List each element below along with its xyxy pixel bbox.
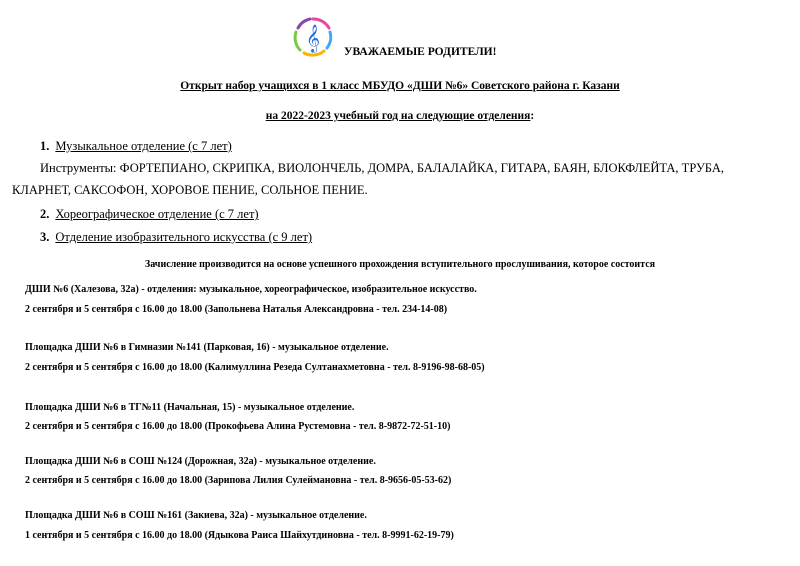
instruments-line-2: КЛАРНЕТ, САКСОФОН, ХОРОВОЕ ПЕНИЕ, СОЛЬНОЕ ПЕНИЕ.	[12, 183, 368, 197]
page-title: УВАЖАЕМЫЕ РОДИТЕЛИ!	[344, 46, 497, 58]
venue-title: Площадка ДШИ №6 в ТГ№11 (Начальная, 15) - музыкальное отделение.	[25, 402, 355, 413]
department-name: Музыкальное отделение (с 7 лет)	[55, 139, 232, 153]
svg-text:𝄞: 𝄞	[305, 24, 321, 52]
venue-schedule: 2 сентября и 5 сентября с 16.00 до 18.00 (Зарипова Лилия Сулеймановна - тел. 8-9656-05-53-62)	[25, 475, 452, 486]
department-number: 2.	[40, 207, 50, 221]
department-item	[40, 139, 232, 154]
department-name: Отделение изобразительного искусства (с 9 лет)	[55, 230, 313, 244]
venue-schedule: 2 сентября и 5 сентября с 16.00 до 18.00 (Запольнева Наталья Александровна - тел. 234-14-08)	[25, 304, 448, 315]
treble-clef-wreath-icon	[290, 14, 336, 60]
department-name: Хореографическое отделение (с 7 лет)	[55, 207, 259, 221]
instruments-list-1: ФОРТЕПИАНО, СКРИПКА, ВИОЛОНЧЕЛЬ, ДОМРА, БАЛАЛАЙКА, ГИТАРА, БАЯН, БЛОКФЛЕЙТА, ТРУБА,	[119, 161, 724, 175]
venue-title: Площадка ДШИ №6 в Гимназии №141 (Парковая, 16) - музыкальное отделение.	[25, 342, 389, 353]
instruments-line-1	[40, 158, 724, 179]
venue-title: Площадка ДШИ №6 в СОШ №161 (Закиева, 32а) - музыкальное отделение.	[25, 510, 367, 521]
academic-year-line	[0, 110, 800, 122]
academic-year-text: на 2022-2023 учебный год на следующие отделения	[265, 110, 531, 122]
enrollment-note: Зачисление производится на основе успешного прохождения вступительного прослушивания, которое состоится	[144, 259, 656, 270]
department-item	[40, 207, 259, 222]
venue-title: Площадка ДШИ №6 в СОШ №124 (Дорожная, 32а) - музыкальное отделение.	[25, 456, 376, 467]
department-item	[40, 230, 312, 245]
academic-year-colon: :	[530, 110, 535, 122]
venue-title: ДШИ №6 (Халезова, 32а) - отделения: музыкальное, хореографическое, изобразительное искусство.	[25, 284, 477, 295]
instruments-label: Инструменты:	[40, 161, 117, 175]
announcement-line: Открыт набор учащихся в 1 класс МБУДО «ДШИ №6» Советского района г. Казани	[180, 80, 620, 92]
venue-schedule: 2 сентября и 5 сентября с 16.00 до 18.00 (Калимуллина Резеда Султанахметовна - тел. 8-9196-98-68-05)	[25, 362, 485, 373]
department-number: 3.	[40, 230, 50, 244]
venue-schedule: 2 сентября и 5 сентября с 16.00 до 18.00 (Прокофьева Алина Рустемовна - тел. 8-9872-72-51-10)	[25, 421, 451, 432]
venue-schedule: 1 сентября и 5 сентября с 16.00 до 18.00 (Ядыкова Раиса Шайхутдиновна - тел. 8-9991-62-19-79)	[25, 530, 454, 541]
department-number: 1.	[40, 139, 50, 153]
